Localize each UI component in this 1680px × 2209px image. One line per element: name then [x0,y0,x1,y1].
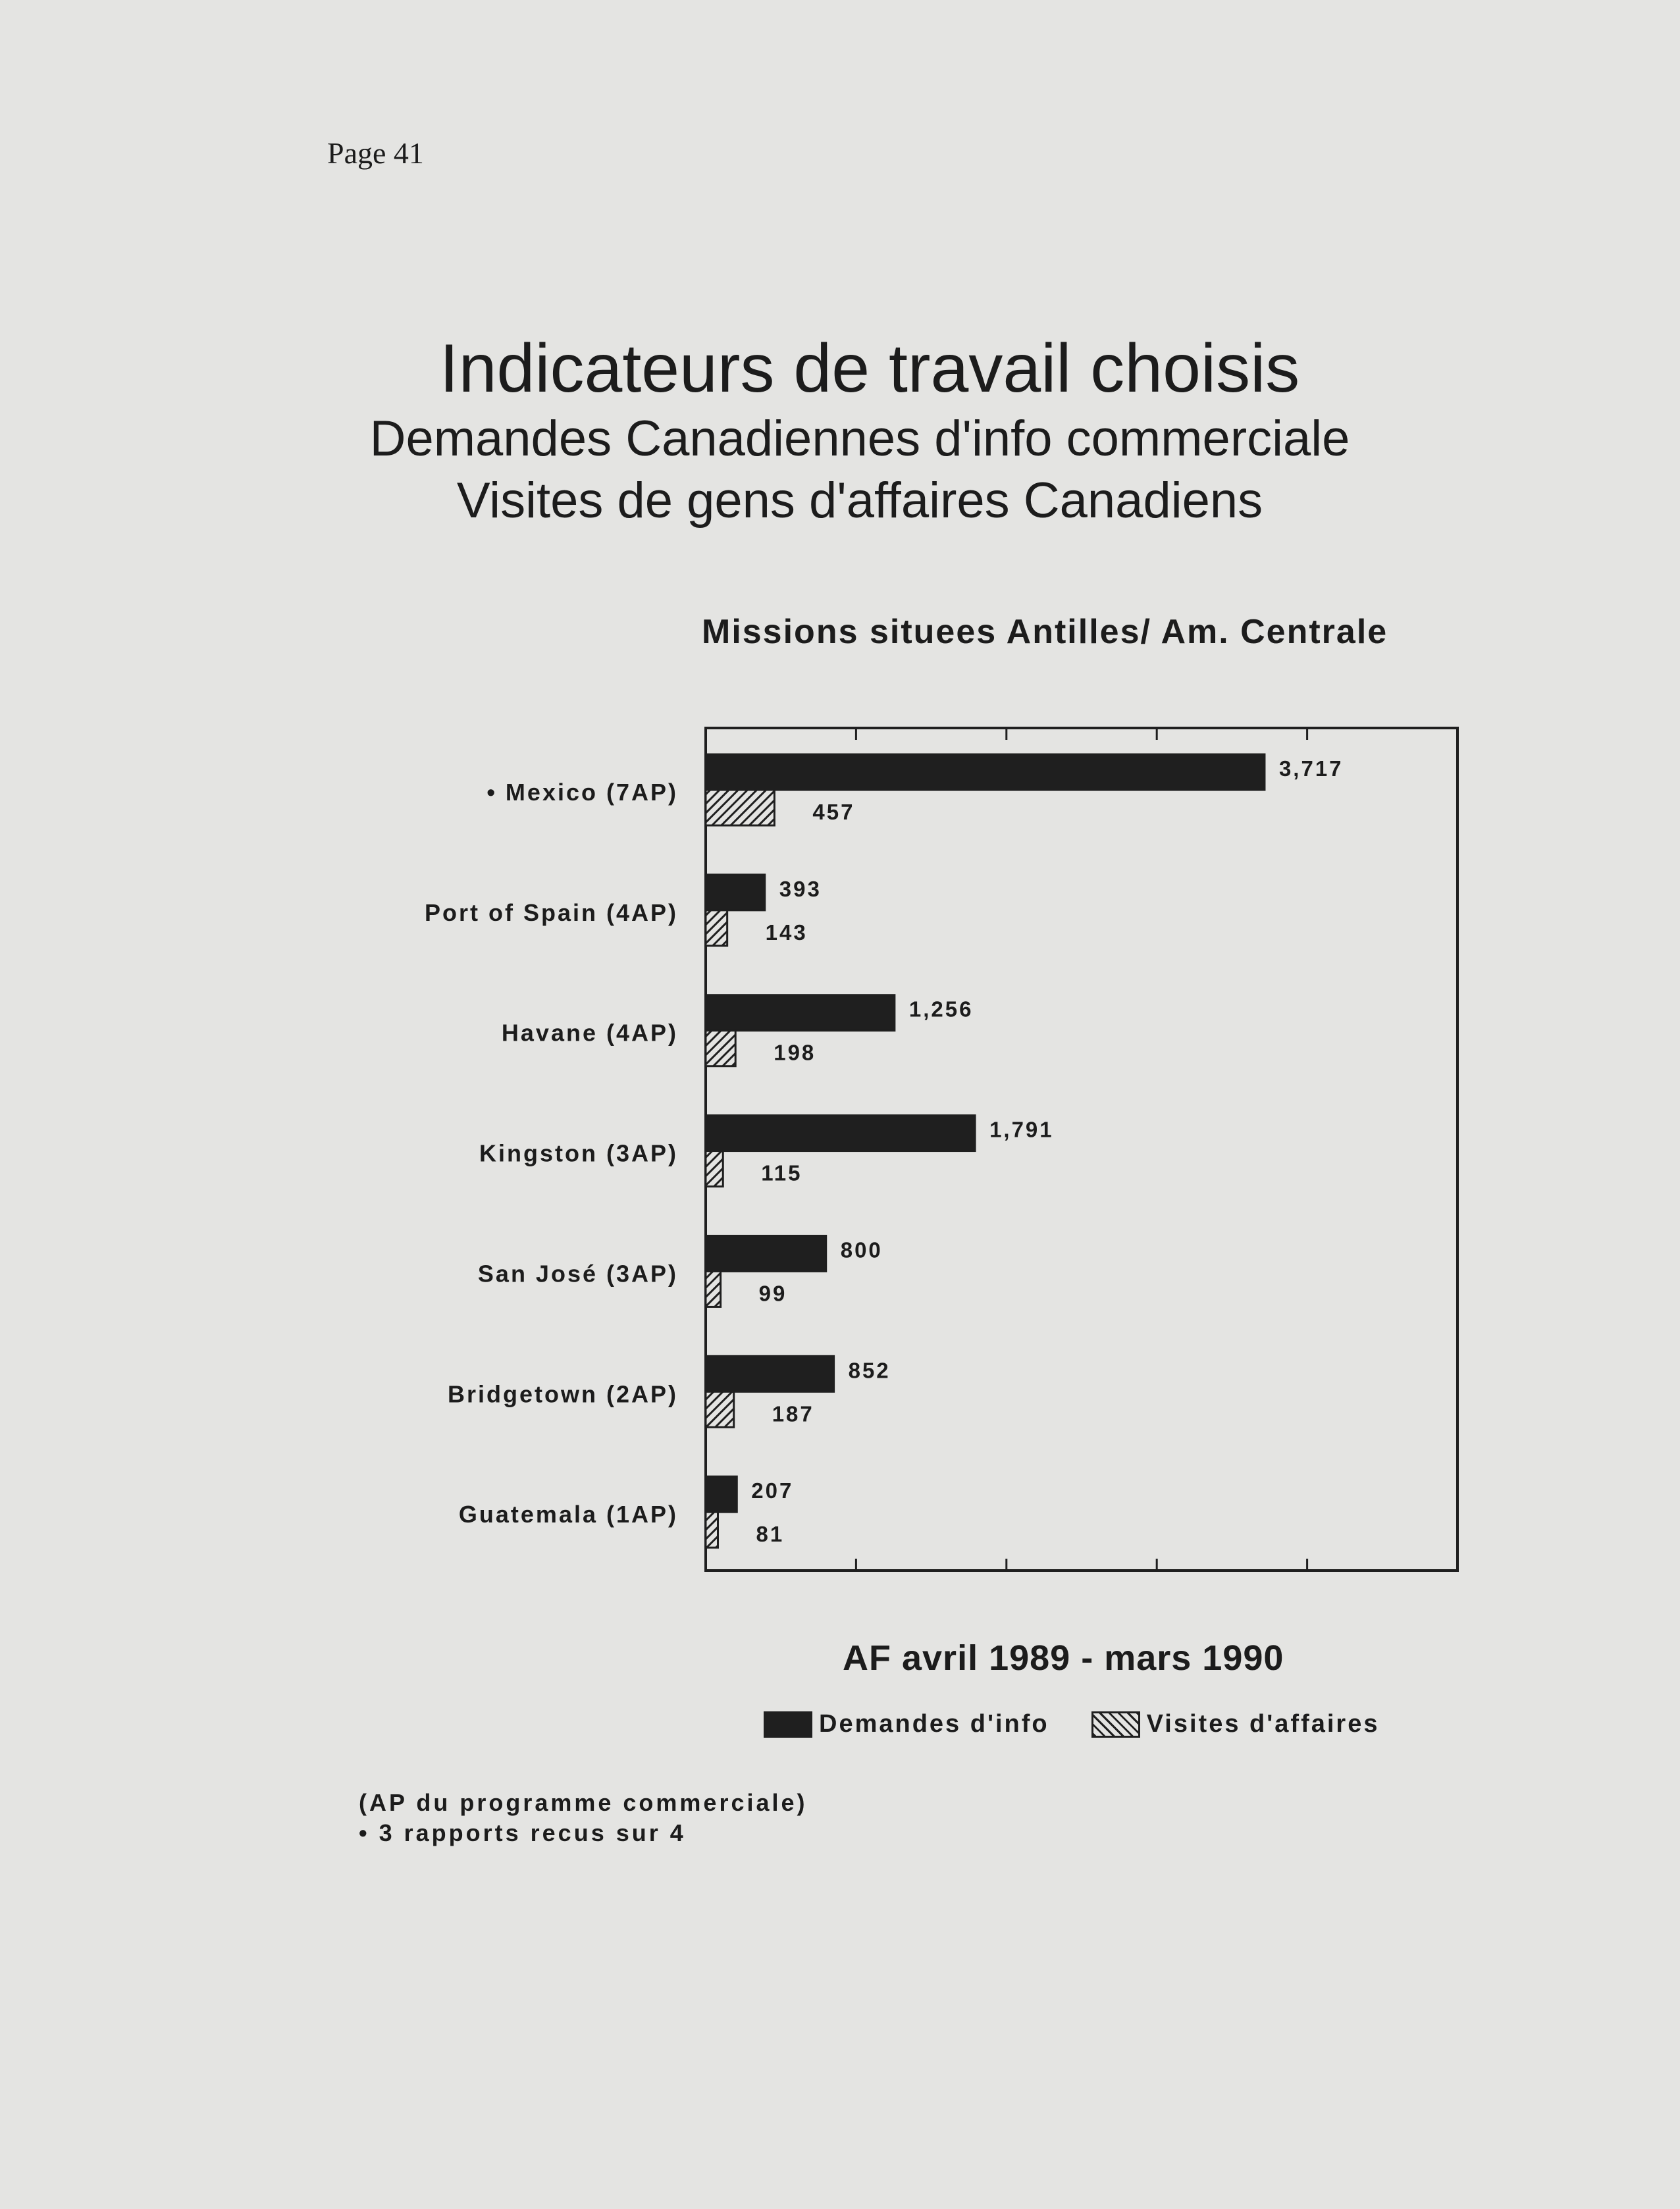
legend-label-visits: Visites d'affaires [1146,1710,1380,1738]
footnote-reports: • 3 rapports recus sur 4 [359,1819,686,1846]
bar-visites [706,1512,718,1547]
data-label: 1,791 [989,1117,1054,1142]
data-label: 800 [840,1237,883,1262]
bar-demandes [706,1476,737,1512]
data-label: 207 [751,1478,794,1503]
data-label: 115 [761,1160,802,1185]
bar-visites [706,1031,735,1066]
category-label: Kingston (3AP) [479,1139,678,1167]
subtitle-visits: Visites de gens d'affaires Canadiens [456,473,1263,529]
category-label: Port of Spain (4AP) [424,898,678,926]
bar-visites [706,1151,723,1187]
chart-period: AF avril 1989 - mars 1990 [843,1638,1284,1678]
data-label: 3,717 [1278,756,1344,781]
data-label: 198 [774,1040,816,1065]
bar-visites [706,1391,734,1427]
bar-demandes [706,1116,975,1151]
category-label: Guatemala (1AP) [458,1501,678,1528]
data-label: 187 [772,1401,814,1426]
data-label: 457 [812,800,855,824]
category-label: San José (3AP) [477,1260,678,1287]
legend-item-requests [764,1710,1049,1738]
legend [764,1710,1421,1738]
bar-visites [706,910,727,946]
legend-label-requests: Demandes d'info [819,1710,1049,1738]
legend-swatch-hatch [1091,1711,1140,1738]
category-label: Bridgetown (2AP) [448,1380,678,1408]
data-label: 393 [779,876,822,901]
bar-visites [706,1271,721,1307]
category-label: • Mexico (7AP) [486,779,678,806]
bar-demandes [706,1356,834,1391]
footnote-ap: (AP du programme commerciale) [359,1789,808,1816]
data-label: 81 [756,1522,785,1547]
main-title: Indicateurs de travail choisis [439,330,1300,407]
data-label: 143 [765,920,808,945]
bar-demandes [706,995,895,1031]
data-label: 1,256 [908,997,974,1022]
data-label: 852 [848,1358,891,1383]
subtitle-requests: Demandes Canadiennes d'info commerciale [369,411,1350,467]
legend-item-visits [1091,1710,1380,1738]
bar-demandes [706,1235,826,1271]
data-label: 99 [758,1281,787,1306]
footnotes [359,1788,808,1848]
legend-swatch-solid [764,1711,812,1738]
category-label: Havane (4AP) [501,1019,678,1047]
page-number: Page 41 [327,136,424,170]
bar-visites [706,790,774,825]
bar-demandes [706,754,1265,790]
bar-demandes [706,875,765,910]
chart-title: Missions situees Antilles/ Am. Centrale [702,613,1388,651]
